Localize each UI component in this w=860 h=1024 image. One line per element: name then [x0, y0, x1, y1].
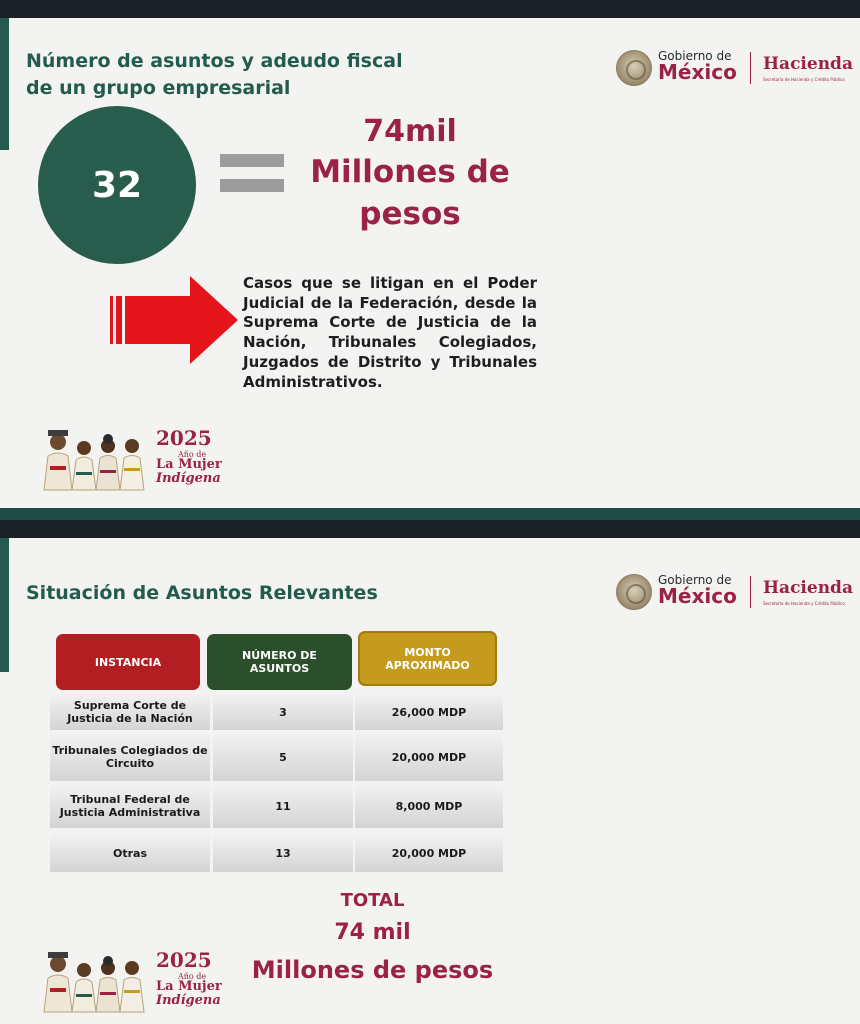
- badge-indigena: Indígena: [156, 993, 221, 1008]
- header-instancia: INSTANCIA: [56, 634, 200, 690]
- national-seal-icon: [616, 574, 652, 610]
- badge-indigena: Indígena: [156, 471, 221, 486]
- total-unit: Millones de pesos: [251, 956, 494, 984]
- logo-gobierno-text: Gobierno de: [658, 573, 732, 587]
- national-seal-icon: [616, 50, 652, 86]
- litigation-description: Casos que se litigan en el Poder Judicial de la Federación, desde la Suprema Corte de Justicia de la Nación, Tribunales Colegiados, Juzgados de Distrito y Tribunales Administrativos.: [243, 274, 537, 391]
- header-numero-asuntos: [207, 634, 352, 690]
- table-row-2-monto: 20,000 MDP: [355, 733, 503, 781]
- total-label: TOTAL: [340, 890, 405, 911]
- mujer-indigena-badge: [38, 426, 228, 492]
- gobierno-hacienda-logo: [616, 48, 852, 88]
- table-row-1-instancia: Suprema Corte de Justicia de la Nación: [50, 694, 210, 730]
- gobierno-hacienda-logo: [616, 572, 852, 612]
- badge-la-mujer: La Mujer: [156, 979, 222, 994]
- equals-sign-top: [220, 154, 284, 167]
- badge-la-mujer: La Mujer: [156, 457, 222, 472]
- badge-ano-de: Año de: [178, 450, 207, 459]
- amount-unit-line-1: Millones de: [310, 154, 510, 190]
- header-numero-label: NÚMERO DE ASUNTOS: [242, 649, 317, 675]
- table-row-3-numero: 11: [213, 784, 353, 828]
- table-row-1-numero: 3: [213, 694, 353, 730]
- left-accent-bar: [0, 18, 9, 150]
- equals-sign-bottom: [220, 179, 284, 192]
- amount-unit-line-2: pesos: [359, 196, 461, 232]
- slide-divider-dark: [0, 520, 860, 538]
- table-row-1-monto: 26,000 MDP: [355, 694, 503, 730]
- logo-gobierno-text: Gobierno de: [658, 49, 732, 63]
- logo-separator: [750, 576, 751, 608]
- slide-title: [26, 48, 403, 102]
- logo-separator: [750, 52, 751, 84]
- title-line-2: de un grupo empresarial: [26, 77, 291, 99]
- total-value: 74 mil: [334, 920, 411, 945]
- slide-divider-band: [0, 508, 860, 520]
- amount-value: 74mil: [363, 114, 457, 149]
- top-frame-bar: [0, 0, 860, 18]
- table-row-4-numero: 13: [213, 834, 353, 872]
- header-monto-aproximado: [358, 631, 497, 686]
- logo-hacienda-subtitle: Secretaría de Hacienda y Crédito Público: [763, 77, 845, 82]
- table-row-4-monto: 20,000 MDP: [355, 834, 503, 872]
- mujer-indigena-badge: [38, 948, 228, 1014]
- badge-year: 2025: [156, 948, 212, 972]
- table-row-4-instancia: Otras: [50, 834, 210, 872]
- badge-ano-de: Año de: [178, 972, 207, 981]
- logo-hacienda-text: Hacienda: [763, 54, 853, 74]
- table-row-3-instancia: Tribunal Federal de Justicia Administrativa: [50, 784, 210, 828]
- indigenous-women-illustration-icon: [38, 948, 150, 1014]
- slide-title: Situación de Asuntos Relevantes: [26, 582, 378, 604]
- table-row-2-numero: 5: [213, 733, 353, 781]
- table-row-3-monto: 8,000 MDP: [355, 784, 503, 828]
- logo-hacienda-subtitle: Secretaría de Hacienda y Crédito Público: [763, 601, 845, 606]
- red-arrow-icon: [110, 276, 238, 366]
- table-row-2-instancia: Tribunales Colegiados de Circuito: [50, 733, 210, 781]
- slide-adeudo-fiscal: [0, 18, 860, 508]
- slide-situacion-asuntos: [0, 538, 860, 1024]
- logo-mexico-text: México: [658, 60, 737, 84]
- indigenous-women-illustration-icon: [38, 426, 150, 492]
- logo-hacienda-text: Hacienda: [763, 578, 853, 598]
- title-line-1: Número de asuntos y adeudo fiscal: [26, 50, 403, 72]
- badge-year: 2025: [156, 426, 212, 450]
- cases-count-circle: 32: [38, 106, 196, 264]
- header-monto-label: MONTO APROXIMADO: [385, 645, 470, 672]
- logo-mexico-text: México: [658, 584, 737, 608]
- left-accent-bar: [0, 538, 9, 672]
